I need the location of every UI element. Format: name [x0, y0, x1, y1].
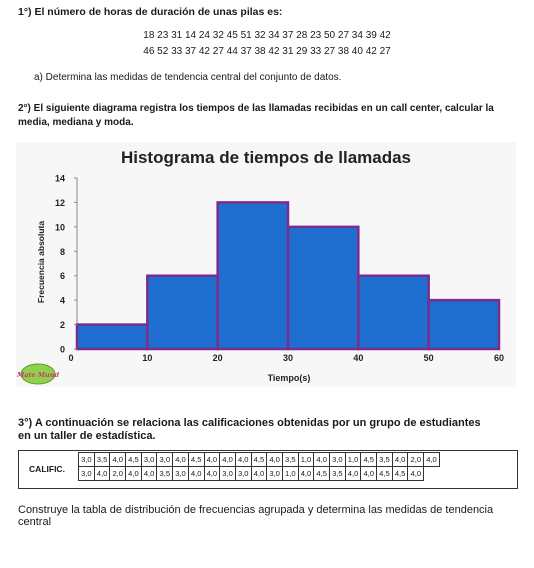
grade-cell: 3,5	[282, 453, 298, 467]
grade-cell: 4,0	[94, 467, 110, 481]
grade-cell: 4,0	[408, 467, 424, 481]
grade-cell: 4,0	[251, 467, 267, 481]
y-tick-label: 14	[54, 173, 65, 184]
grades-table	[78, 452, 440, 481]
grade-cell: 4,5	[314, 467, 330, 481]
q1-data-line-2: 46 52 33 37 42 27 44 37 38 42 31 29 33 27 38 40 42 27	[143, 46, 391, 57]
grade-cell: 3,0	[330, 453, 346, 467]
grade-cell: 3,0	[267, 467, 283, 481]
q3-line-2: en un taller de estadística.	[18, 430, 156, 442]
grade-cell: 3,5	[157, 467, 173, 481]
closing-line-1: Construye la tabla de distribución de frecuencias agrupada y determina las medidas de tendencia	[18, 504, 494, 516]
grade-cell: 2,0	[408, 453, 424, 467]
grade-cell: 4,5	[377, 467, 393, 481]
grade-cell: 4,0	[424, 453, 440, 467]
x-tick-label: 50	[423, 353, 434, 363]
y-axis-label: Frecuencia absoluta	[36, 220, 46, 304]
chart-title: Histograma de tiempos de llamadas	[120, 148, 412, 167]
grade-cell: 3,0	[141, 453, 157, 467]
grade-cell: 3,0	[173, 467, 189, 481]
grade-cell: 4,0	[345, 467, 361, 481]
grade-cell: 3,0	[79, 467, 95, 481]
y-tick-label: 6	[59, 271, 65, 282]
grade-cell: 4,5	[251, 453, 267, 467]
grade-cell: 4,0	[204, 453, 220, 467]
grade-cell: 4,0	[235, 453, 251, 467]
grades-row	[79, 453, 440, 467]
grade-cell: 4,0	[141, 467, 157, 481]
histogram-bar	[77, 325, 147, 349]
grade-cell: 4,0	[110, 453, 126, 467]
y-tick-label: 0	[59, 344, 65, 355]
grade-cell: 4,5	[361, 453, 377, 467]
grade-cell: 3,5	[94, 453, 110, 467]
q3-line-1: 3°) A continuación se relaciona las calificaciones obtenidas por un grupo de estudiantes	[18, 417, 481, 429]
grade-cell: 4,5	[392, 467, 408, 481]
y-tick-label: 8	[59, 246, 65, 257]
histogram-bar	[358, 276, 428, 349]
q1-data-line-1: 18 23 31 14 24 32 45 51 32 34 37 28 23 50 27 34 39 42	[143, 30, 391, 41]
grade-cell: 4,5	[126, 453, 142, 467]
closing-line-2: central	[18, 516, 52, 528]
y-tick-label: 4	[59, 295, 65, 306]
x-tick-label: 10	[142, 353, 153, 363]
q2-number: 2°)	[18, 103, 31, 114]
q1-title: 1°) El número de horas de duración de unas pilas es:	[18, 6, 283, 18]
grade-cell: 4,5	[188, 453, 204, 467]
grade-cell: 1,0	[298, 453, 314, 467]
x-tick-label: 60	[493, 353, 505, 363]
x-tick-label: 0	[68, 353, 74, 363]
histogram-bar	[218, 202, 288, 349]
x-tick-label: 40	[353, 353, 364, 363]
grade-cell: 3,0	[157, 453, 173, 467]
logo-text: Mate Mund	[17, 371, 59, 379]
q3-paragraph	[18, 417, 481, 443]
y-tick-label: 10	[54, 222, 65, 233]
histogram-bar	[288, 227, 358, 349]
q2-text-line-1: El siguiente diagrama registra los tiempos de las llamadas recibidas en un call center, calcular la	[30, 103, 494, 114]
y-tick-label: 12	[54, 197, 65, 208]
histogram-bar	[147, 276, 217, 349]
grade-cell: 4,0	[392, 453, 408, 467]
histogram-bar	[429, 300, 499, 349]
grades-label: CALIFIC.	[29, 463, 65, 474]
x-tick-label: 20	[212, 353, 223, 363]
grade-cell: 4,0	[126, 467, 142, 481]
grade-cell: 4,0	[220, 453, 236, 467]
grade-cell: 1,0	[282, 467, 298, 481]
grade-cell: 4,0	[204, 467, 220, 481]
q1-item-a: a) Determina las medidas de tendencia central del conjunto de datos.	[34, 72, 342, 83]
grade-cell: 3,5	[330, 467, 346, 481]
grade-cell: 4,0	[361, 467, 377, 481]
grade-cell: 1,0	[345, 453, 361, 467]
y-tick-label: 2	[59, 320, 65, 331]
x-tick-label: 30	[282, 353, 294, 363]
x-axis-label: Tiempo(s)	[267, 373, 311, 383]
grades-row	[79, 467, 440, 481]
grade-cell: 2,0	[110, 467, 126, 481]
grade-cell: 4,0	[188, 467, 204, 481]
grade-cell: 3,0	[235, 467, 251, 481]
grade-cell: 4,0	[173, 453, 189, 467]
q2-text-line-2: media, mediana y moda.	[18, 117, 134, 128]
grade-cell: 3,0	[79, 453, 95, 467]
closing-paragraph	[18, 504, 493, 528]
grade-cell: 4,0	[314, 453, 330, 467]
grade-cell: 3,0	[220, 467, 236, 481]
grade-cell: 4,0	[267, 453, 283, 467]
grade-cell: 3,5	[377, 453, 393, 467]
grade-cell: 4,0	[298, 467, 314, 481]
